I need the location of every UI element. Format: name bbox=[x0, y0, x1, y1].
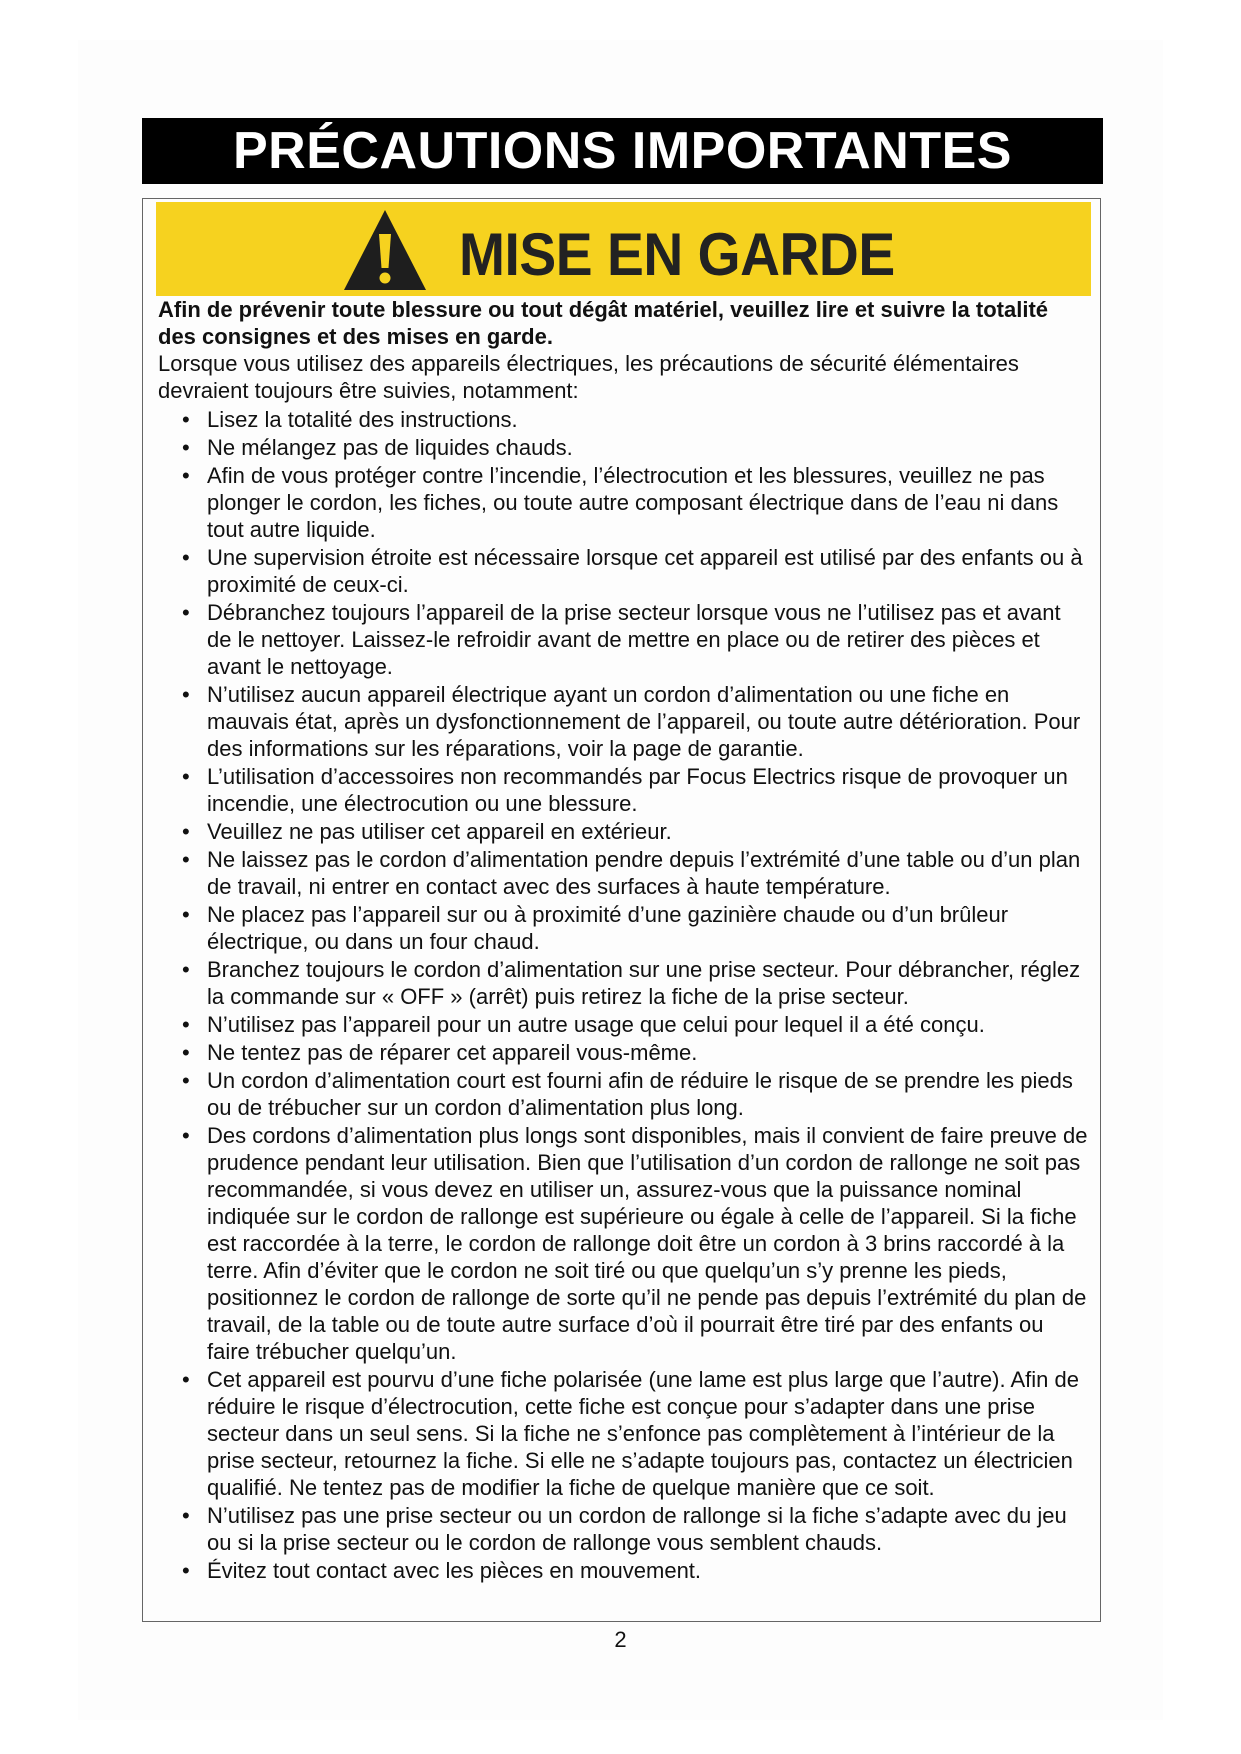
list-item bbox=[158, 763, 1088, 817]
precautions-list bbox=[158, 406, 1088, 1584]
list-item-text: Branchez toujours le cordon d’alimentation sur une prise secteur. Pour débrancher, réglez la commande sur « OFF » (arrêt) puis retirez la fiche de la prise secteur. bbox=[207, 957, 1081, 1009]
bullet-icon: • bbox=[182, 1012, 190, 1037]
list-item-text: Un cordon d’alimentation court est fourni afin de réduire le risque de se prendre les pieds ou de trébucher sur un cordon d’alimentation plus long. bbox=[207, 1068, 1073, 1120]
bullet-icon: • bbox=[182, 847, 190, 872]
list-item bbox=[158, 818, 1088, 845]
bullet-icon: • bbox=[182, 407, 190, 432]
bullet-icon: • bbox=[182, 1040, 190, 1065]
intro-text: Lorsque vous utilisez des appareils électriques, les précautions de sécurité élémentaires devraient toujours être suivies, notamment: bbox=[158, 351, 1019, 403]
bullet-icon: • bbox=[182, 682, 190, 707]
list-item-text: Ne laissez pas le cordon d’alimentation pendre depuis l’extrémité d’une table ou d’un plan de travail, ni entrer en contact avec des surfaces à haute température. bbox=[207, 847, 1081, 899]
warning-label: MISE EN GARDE bbox=[459, 221, 895, 288]
bullet-icon: • bbox=[182, 1367, 190, 1392]
list-item-text: Veuillez ne pas utiliser cet appareil en extérieur. bbox=[207, 819, 672, 844]
list-item bbox=[158, 1011, 1088, 1038]
warning-triangle-icon bbox=[342, 208, 428, 292]
list-item-text: L’utilisation d’accessoires non recommandés par Focus Electrics risque de provoquer un incendie, une électrocution ou une blessure. bbox=[207, 764, 1068, 816]
bullet-icon: • bbox=[182, 764, 190, 789]
list-item bbox=[158, 901, 1088, 955]
list-item-text: N’utilisez aucun appareil électrique ayant un cordon d’alimentation ou une fiche en mauvais état, après un dysfonctionnement de l’appareil, ou toute autre détérioration. Pour des informations sur les réparations, voir la page de garantie. bbox=[207, 682, 1081, 761]
list-item-text: Débranchez toujours l’appareil de la prise secteur lorsque vous ne l’utilisez pas et avant de le nettoyer. Laissez-le refroidir avant de mettre en place ou de retirer des pièces et avant le nettoyage. bbox=[207, 600, 1061, 679]
intro-bold-text: Afin de prévenir toute blessure ou tout dégât matériel, veuillez lire et suivre la totalité des consignes et des mises en garde. bbox=[158, 297, 1049, 349]
list-item-text: Une supervision étroite est nécessaire lorsque cet appareil est utilisé par des enfants ou à proximité de ceux-ci. bbox=[207, 545, 1083, 597]
list-item-text: Évitez tout contact avec les pièces en mouvement. bbox=[207, 1558, 702, 1583]
list-item-text: N’utilisez pas l’appareil pour un autre usage que celui pour lequel il a été conçu. bbox=[207, 1012, 985, 1037]
list-item bbox=[158, 1557, 1088, 1584]
list-item bbox=[158, 462, 1088, 543]
list-item bbox=[158, 956, 1088, 1010]
bullet-icon: • bbox=[182, 435, 190, 460]
bullet-icon: • bbox=[182, 902, 190, 927]
list-item bbox=[158, 681, 1088, 762]
bullet-icon: • bbox=[182, 1123, 190, 1148]
bullet-icon: • bbox=[182, 600, 190, 625]
bullet-icon: • bbox=[182, 545, 190, 570]
list-item bbox=[158, 1122, 1088, 1365]
bullet-icon: • bbox=[182, 1558, 190, 1583]
bullet-icon: • bbox=[182, 1068, 190, 1093]
list-item-text: Ne placez pas l’appareil sur ou à proximité d’une gazinière chaude ou d’un brûleur électrique, ou dans un four chaud. bbox=[207, 902, 1009, 954]
page-title: PRÉCAUTIONS IMPORTANTES bbox=[232, 122, 1012, 180]
list-item bbox=[158, 1067, 1088, 1121]
list-item bbox=[158, 599, 1088, 680]
list-item-text: Ne mélangez pas de liquides chauds. bbox=[207, 435, 573, 460]
list-item-text: Cet appareil est pourvu d’une fiche polarisée (une lame est plus large que l’autre). Afin de réduire le risque d’électrocution, cette fiche est conçue pour s’adapter dans une prise secteur dans un seul sens. Si la fiche ne s’enfonce pas complètement à l’intérieur de la prise secteur, retournez la fiche. Si elle ne s’adapte toujours pas, contactez un électricien qualifié. Ne tentez pas de modifier la fiche de quelque manière que ce soit. bbox=[207, 1367, 1079, 1500]
bullet-icon: • bbox=[182, 463, 190, 488]
list-item bbox=[158, 1039, 1088, 1066]
bullet-icon: • bbox=[182, 1503, 190, 1528]
page-number: 2 bbox=[614, 1627, 627, 1652]
bullet-icon: • bbox=[182, 819, 190, 844]
list-item bbox=[158, 846, 1088, 900]
list-item bbox=[158, 406, 1088, 433]
list-item-text: Afin de vous protéger contre l’incendie, l’électrocution et les blessures, veuillez ne pas plonger le cordon, les fiches, ou toute autre composant électrique dans de l’eau ni dans tout autre liquide. bbox=[207, 463, 1059, 542]
list-item bbox=[158, 1502, 1088, 1556]
warning-banner bbox=[156, 202, 1091, 296]
list-item bbox=[158, 1366, 1088, 1501]
title-bar bbox=[142, 118, 1103, 184]
list-item bbox=[158, 434, 1088, 461]
list-item bbox=[158, 544, 1088, 598]
list-item-text: Des cordons d’alimentation plus longs sont disponibles, mais il convient de faire preuve de prudence pendant leur utilisation. Bien que l’utilisation d’un cordon de rallonge ne soit pas recommandée, si vous devez en utiliser un, assurez-vous que la puissance nominal indiquée sur le cordon de rallonge est supérieure ou égale à celle de l’appareil. Si la fiche est raccordée à la terre, le cordon de rallonge doit être un cordon à 3 brins raccordé à la terre. Afin d’éviter que le cordon ne soit tiré ou que quelqu’un s’y prenne les pieds, positionnez le cordon de rallonge de sorte qu’il ne pende pas depuis l’extrémité du plan de travail, de la table ou de toute autre surface d’où il pourrait être tiré par des enfants ou faire trébucher quelqu’un. bbox=[207, 1123, 1088, 1364]
instructions-body bbox=[158, 296, 1088, 1585]
list-item-text: N’utilisez pas une prise secteur ou un cordon de rallonge si la fiche s’adapte avec du jeu ou si la prise secteur ou le cordon de rallonge vous semblent chauds. bbox=[207, 1503, 1067, 1555]
list-item-text: Lisez la totalité des instructions. bbox=[207, 407, 518, 432]
list-item-text: Ne tentez pas de réparer cet appareil vous-même. bbox=[207, 1040, 698, 1065]
bullet-icon: • bbox=[182, 957, 190, 982]
